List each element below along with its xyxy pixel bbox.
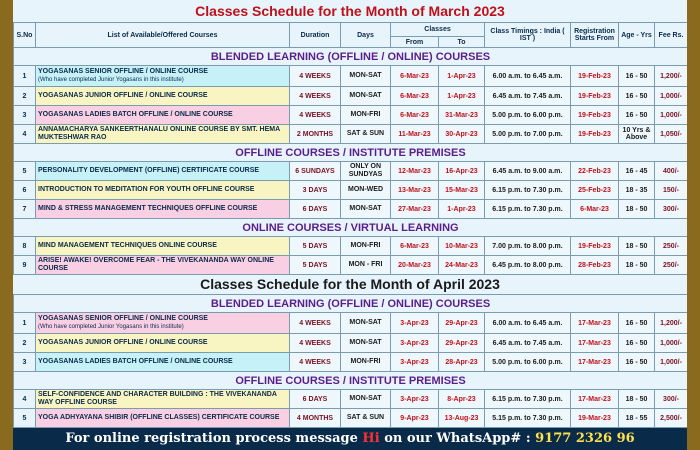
course-name [36, 237, 290, 256]
course-to-date: 16-Apr-23 [439, 162, 485, 181]
course-duration: 4 WEEKS [290, 106, 341, 125]
course-to-date: 30-Apr-23 [439, 125, 485, 144]
april-title: Classes Schedule for the Month of April 2023 [13, 275, 687, 294]
course-name [36, 313, 290, 334]
course-timing: 6.45 a.m. to 9.00 a.m. [485, 162, 571, 181]
course-sno: 9 [14, 256, 36, 275]
course-fee: 300/- [655, 200, 688, 219]
course-days: ONLY ON SUNDYAS [341, 162, 391, 181]
course-duration: 6 DAYS [290, 200, 341, 219]
course-fee: 250/- [655, 237, 688, 256]
course-row [14, 237, 688, 256]
course-from-date: 6-Mar-23 [391, 66, 439, 87]
section-title: ONLINE COURSES / VIRTUAL LEARNING [14, 219, 688, 237]
course-title: PERSONALITY DEVELOPMENT (OFFLINE) CERTIFICATE COURSE [38, 167, 260, 174]
course-registration-date: 22-Feb-23 [571, 162, 619, 181]
course-days: MON-SAT [341, 200, 391, 219]
course-duration: 6 SUNDAYS [290, 162, 341, 181]
course-registration-date: 19-Mar-23 [571, 409, 619, 428]
course-days: MON-SAT [341, 334, 391, 353]
course-fee: 1,200/- [655, 66, 688, 87]
course-duration: 4 WEEKS [290, 313, 341, 334]
course-to-date: 15-Mar-23 [439, 181, 485, 200]
course-name [36, 125, 290, 144]
course-from-date: 3-Apr-23 [391, 353, 439, 372]
course-name [36, 390, 290, 409]
course-row [14, 106, 688, 125]
course-from-date: 3-Apr-23 [391, 313, 439, 334]
course-timing: 6.45 p.m. to 8.00 p.m. [485, 256, 571, 275]
course-timing: 6.15 p.m. to 7.30 p.m. [485, 390, 571, 409]
course-name [36, 181, 290, 200]
course-from-date: 9-Apr-23 [391, 409, 439, 428]
header-fee: Fee Rs. [655, 23, 688, 48]
april-table-body [14, 295, 688, 428]
course-sno: 3 [14, 353, 36, 372]
course-fee: 1,050/- [655, 125, 688, 144]
course-row [14, 409, 688, 428]
course-row [14, 200, 688, 219]
course-row [14, 256, 688, 275]
course-duration: 6 DAYS [290, 390, 341, 409]
course-to-date: 28-Apr-23 [439, 353, 485, 372]
course-days: SAT & SUN [341, 409, 391, 428]
course-sno: 6 [14, 181, 36, 200]
course-name [36, 162, 290, 181]
course-registration-date: 6-Mar-23 [571, 200, 619, 219]
course-fee: 250/- [655, 256, 688, 275]
course-title: SELF-CONFIDENCE AND CHARACTER BUILDING : THE VIVEKANANDA WAY OFFLINE COURSE [38, 391, 277, 406]
course-age: 16 - 45 [619, 162, 655, 181]
course-age: 18 - 50 [619, 237, 655, 256]
course-to-date: 1-Apr-23 [439, 66, 485, 87]
course-duration: 4 WEEKS [290, 353, 341, 372]
course-registration-date: 19-Feb-23 [571, 66, 619, 87]
course-duration: 5 DAYS [290, 237, 341, 256]
course-age: 18 - 50 [619, 390, 655, 409]
course-row [14, 66, 688, 87]
course-age: 16 - 50 [619, 87, 655, 106]
course-registration-date: 19-Feb-23 [571, 87, 619, 106]
header-classes: Classes [391, 23, 485, 37]
course-name [36, 200, 290, 219]
course-sno: 5 [14, 162, 36, 181]
course-fee: 1,000/- [655, 106, 688, 125]
course-registration-date: 19-Feb-23 [571, 125, 619, 144]
section-title: OFFLINE COURSES / INSTITUTE PREMISES [14, 144, 688, 162]
course-duration: 4 WEEKS [290, 87, 341, 106]
course-fee: 400/- [655, 162, 688, 181]
march-table-body [14, 48, 688, 275]
course-days: MON-FRI [341, 106, 391, 125]
march-title: Classes Schedule for the Month of March 2023 [13, 0, 687, 22]
course-sno: 2 [14, 334, 36, 353]
course-registration-date: 25-Feb-23 [571, 181, 619, 200]
whatsapp-footer [13, 428, 687, 450]
march-schedule-table [13, 22, 687, 275]
course-name [36, 353, 290, 372]
header-age: Age - Yrs [619, 23, 655, 48]
course-fee: 2,500/- [655, 409, 688, 428]
course-timing: 5.00 p.m. to 6.00 p.m. [485, 106, 571, 125]
course-title: YOGASANAS SENIOR OFFLINE / ONLINE COURSE [38, 315, 208, 322]
course-to-date: 29-Apr-23 [439, 313, 485, 334]
course-age: 18 - 50 [619, 200, 655, 219]
course-age: 16 - 50 [619, 353, 655, 372]
course-name [36, 106, 290, 125]
footer-hi: Hi [362, 431, 380, 446]
course-registration-date: 17-Mar-23 [571, 353, 619, 372]
course-fee: 1,000/- [655, 87, 688, 106]
course-age: 16 - 50 [619, 334, 655, 353]
course-to-date: 1-Apr-23 [439, 200, 485, 219]
course-from-date: 27-Mar-23 [391, 200, 439, 219]
course-title: YOGASANAS SENIOR OFFLINE / ONLINE COURSE [38, 68, 208, 75]
course-registration-date: 19-Feb-23 [571, 237, 619, 256]
header-course: List of Available/Offered Courses [36, 23, 290, 48]
course-from-date: 6-Mar-23 [391, 106, 439, 125]
course-to-date: 10-Mar-23 [439, 237, 485, 256]
april-schedule-table [13, 294, 687, 428]
course-row [14, 87, 688, 106]
course-age: 16 - 50 [619, 313, 655, 334]
course-row [14, 125, 688, 144]
header-days: Days [341, 23, 391, 48]
course-days: MON-SAT [341, 87, 391, 106]
course-fee: 300/- [655, 390, 688, 409]
course-registration-date: 17-Mar-23 [571, 334, 619, 353]
header-sno: S.No [14, 23, 36, 48]
course-title: YOGASANAS JUNIOR OFFLINE / ONLINE COURSE [38, 92, 208, 99]
course-registration-date: 28-Feb-23 [571, 256, 619, 275]
course-duration: 5 DAYS [290, 256, 341, 275]
course-age: 16 - 50 [619, 66, 655, 87]
course-timing: 7.00 p.m. to 8.00 p.m. [485, 237, 571, 256]
header-timings: Class Timings : India ( IST ) [485, 23, 571, 48]
course-sno: 4 [14, 125, 36, 144]
course-timing: 6.15 p.m. to 7.30 p.m. [485, 181, 571, 200]
course-note: (Who have completed Junior Yogasans in this institute) [38, 77, 184, 83]
header-duration: Duration [290, 23, 341, 48]
course-days: MON-SAT [341, 66, 391, 87]
course-days: SAT & SUN [341, 125, 391, 144]
course-name [36, 409, 290, 428]
course-title: MIND & STRESS MANAGEMENT TECHNIQUES OFFLINE COURSE [38, 205, 258, 212]
course-duration: 4 MONTHS [290, 409, 341, 428]
course-to-date: 24-Mar-23 [439, 256, 485, 275]
course-name [36, 256, 290, 275]
course-title: ANNAMACHARYA SANKEERTHANALU ONLINE COURSE BY SMT. HEMA MUKTESHWAR RAO [38, 126, 280, 141]
section-title: BLENDED LEARNING (OFFLINE / ONLINE) COURSES [14, 48, 688, 66]
course-name [36, 334, 290, 353]
course-sno: 1 [14, 66, 36, 87]
course-from-date: 3-Apr-23 [391, 334, 439, 353]
course-age: 18 - 55 [619, 409, 655, 428]
course-duration: 4 WEEKS [290, 334, 341, 353]
course-row [14, 334, 688, 353]
course-from-date: 13-Mar-23 [391, 181, 439, 200]
course-sno: 5 [14, 409, 36, 428]
header-registration: Registration Starts From [571, 23, 619, 48]
course-registration-date: 19-Feb-23 [571, 106, 619, 125]
course-title: MIND MANAGEMENT TECHNIQUES ONLINE COURSE [38, 242, 217, 249]
course-title: INTRODUCTION TO MEDITATION FOR YOUTH OFFLINE COURSE [38, 186, 255, 193]
course-sno: 2 [14, 87, 36, 106]
course-to-date: 8-Apr-23 [439, 390, 485, 409]
course-timing: 6.45 a.m. to 7.45 a.m. [485, 334, 571, 353]
course-from-date: 3-Apr-23 [391, 390, 439, 409]
course-sno: 7 [14, 200, 36, 219]
course-row [14, 313, 688, 334]
course-timing: 5.00 p.m. to 7.00 p.m. [485, 125, 571, 144]
course-sno: 4 [14, 390, 36, 409]
course-age: 18 - 35 [619, 181, 655, 200]
course-to-date: 29-Apr-23 [439, 334, 485, 353]
course-days: MON-SAT [341, 390, 391, 409]
header-from: From [391, 37, 439, 48]
whatsapp-number[interactable]: 9177 2326 96 [535, 431, 635, 446]
course-to-date: 1-Apr-23 [439, 87, 485, 106]
course-duration: 4 WEEKS [290, 66, 341, 87]
footer-middle: on our WhatsApp# : [384, 431, 531, 446]
course-from-date: 20-Mar-23 [391, 256, 439, 275]
section-title: OFFLINE COURSES / INSTITUTE PREMISES [14, 372, 688, 390]
course-timing: 6.00 a.m. to 6.45 a.m. [485, 313, 571, 334]
course-title: YOGASANAS JUNIOR OFFLINE / ONLINE COURSE [38, 339, 208, 346]
header-to: To [439, 37, 485, 48]
section-title: BLENDED LEARNING (OFFLINE / ONLINE) COURSES [14, 295, 688, 313]
course-age: 18 - 50 [619, 256, 655, 275]
course-row [14, 181, 688, 200]
course-days: MON-FRI [341, 237, 391, 256]
course-age: 10 Yrs & Above [619, 125, 655, 144]
course-from-date: 11-Mar-23 [391, 125, 439, 144]
course-row [14, 353, 688, 372]
course-days: MON - FRI [341, 256, 391, 275]
course-days: MON-FRI [341, 353, 391, 372]
course-to-date: 13-Aug-23 [439, 409, 485, 428]
schedule-sheet [13, 0, 687, 450]
course-title: ARISE! AWAKE! OVERCOME FEAR - THE VIVEKANANDA WAY ONLINE COURSE [38, 257, 274, 272]
course-to-date: 31-Mar-23 [439, 106, 485, 125]
course-fee: 1,000/- [655, 353, 688, 372]
course-title: YOGA ADHYAYANA SHIBIR (OFFLINE CLASSES) CERTIFICATE COURSE [38, 414, 280, 421]
course-title: YOGASANAS LADIES BATCH OFFLINE / ONLINE COURSE [38, 111, 233, 118]
course-fee: 1,000/- [655, 334, 688, 353]
course-duration: 3 DAYS [290, 181, 341, 200]
course-sno: 1 [14, 313, 36, 334]
course-row [14, 162, 688, 181]
course-timing: 6.45 a.m. to 7.45 a.m. [485, 87, 571, 106]
course-from-date: 6-Mar-23 [391, 87, 439, 106]
course-timing: 5.15 p.m. to 7.30 p.m. [485, 409, 571, 428]
footer-prefix: For online registration process message [65, 431, 358, 446]
course-age: 16 - 50 [619, 106, 655, 125]
course-timing: 6.15 p.m. to 7.30 p.m. [485, 200, 571, 219]
course-from-date: 6-Mar-23 [391, 237, 439, 256]
course-days: MON-WED [341, 181, 391, 200]
course-timing: 6.00 a.m. to 6.45 a.m. [485, 66, 571, 87]
course-duration: 2 MONTHS [290, 125, 341, 144]
course-from-date: 12-Mar-23 [391, 162, 439, 181]
course-sno: 8 [14, 237, 36, 256]
course-fee: 1,200/- [655, 313, 688, 334]
course-registration-date: 17-Mar-23 [571, 390, 619, 409]
course-row [14, 390, 688, 409]
course-days: MON-SAT [341, 313, 391, 334]
course-timing: 5.00 p.m. to 6.00 p.m. [485, 353, 571, 372]
course-name [36, 87, 290, 106]
course-name [36, 66, 290, 87]
course-sno: 3 [14, 106, 36, 125]
course-note: (Who have completed Junior Yogasans in this institute) [38, 324, 184, 330]
course-fee: 150/- [655, 181, 688, 200]
course-registration-date: 17-Mar-23 [571, 313, 619, 334]
course-title: YOGASANAS LADIES BATCH OFFLINE / ONLINE COURSE [38, 358, 233, 365]
